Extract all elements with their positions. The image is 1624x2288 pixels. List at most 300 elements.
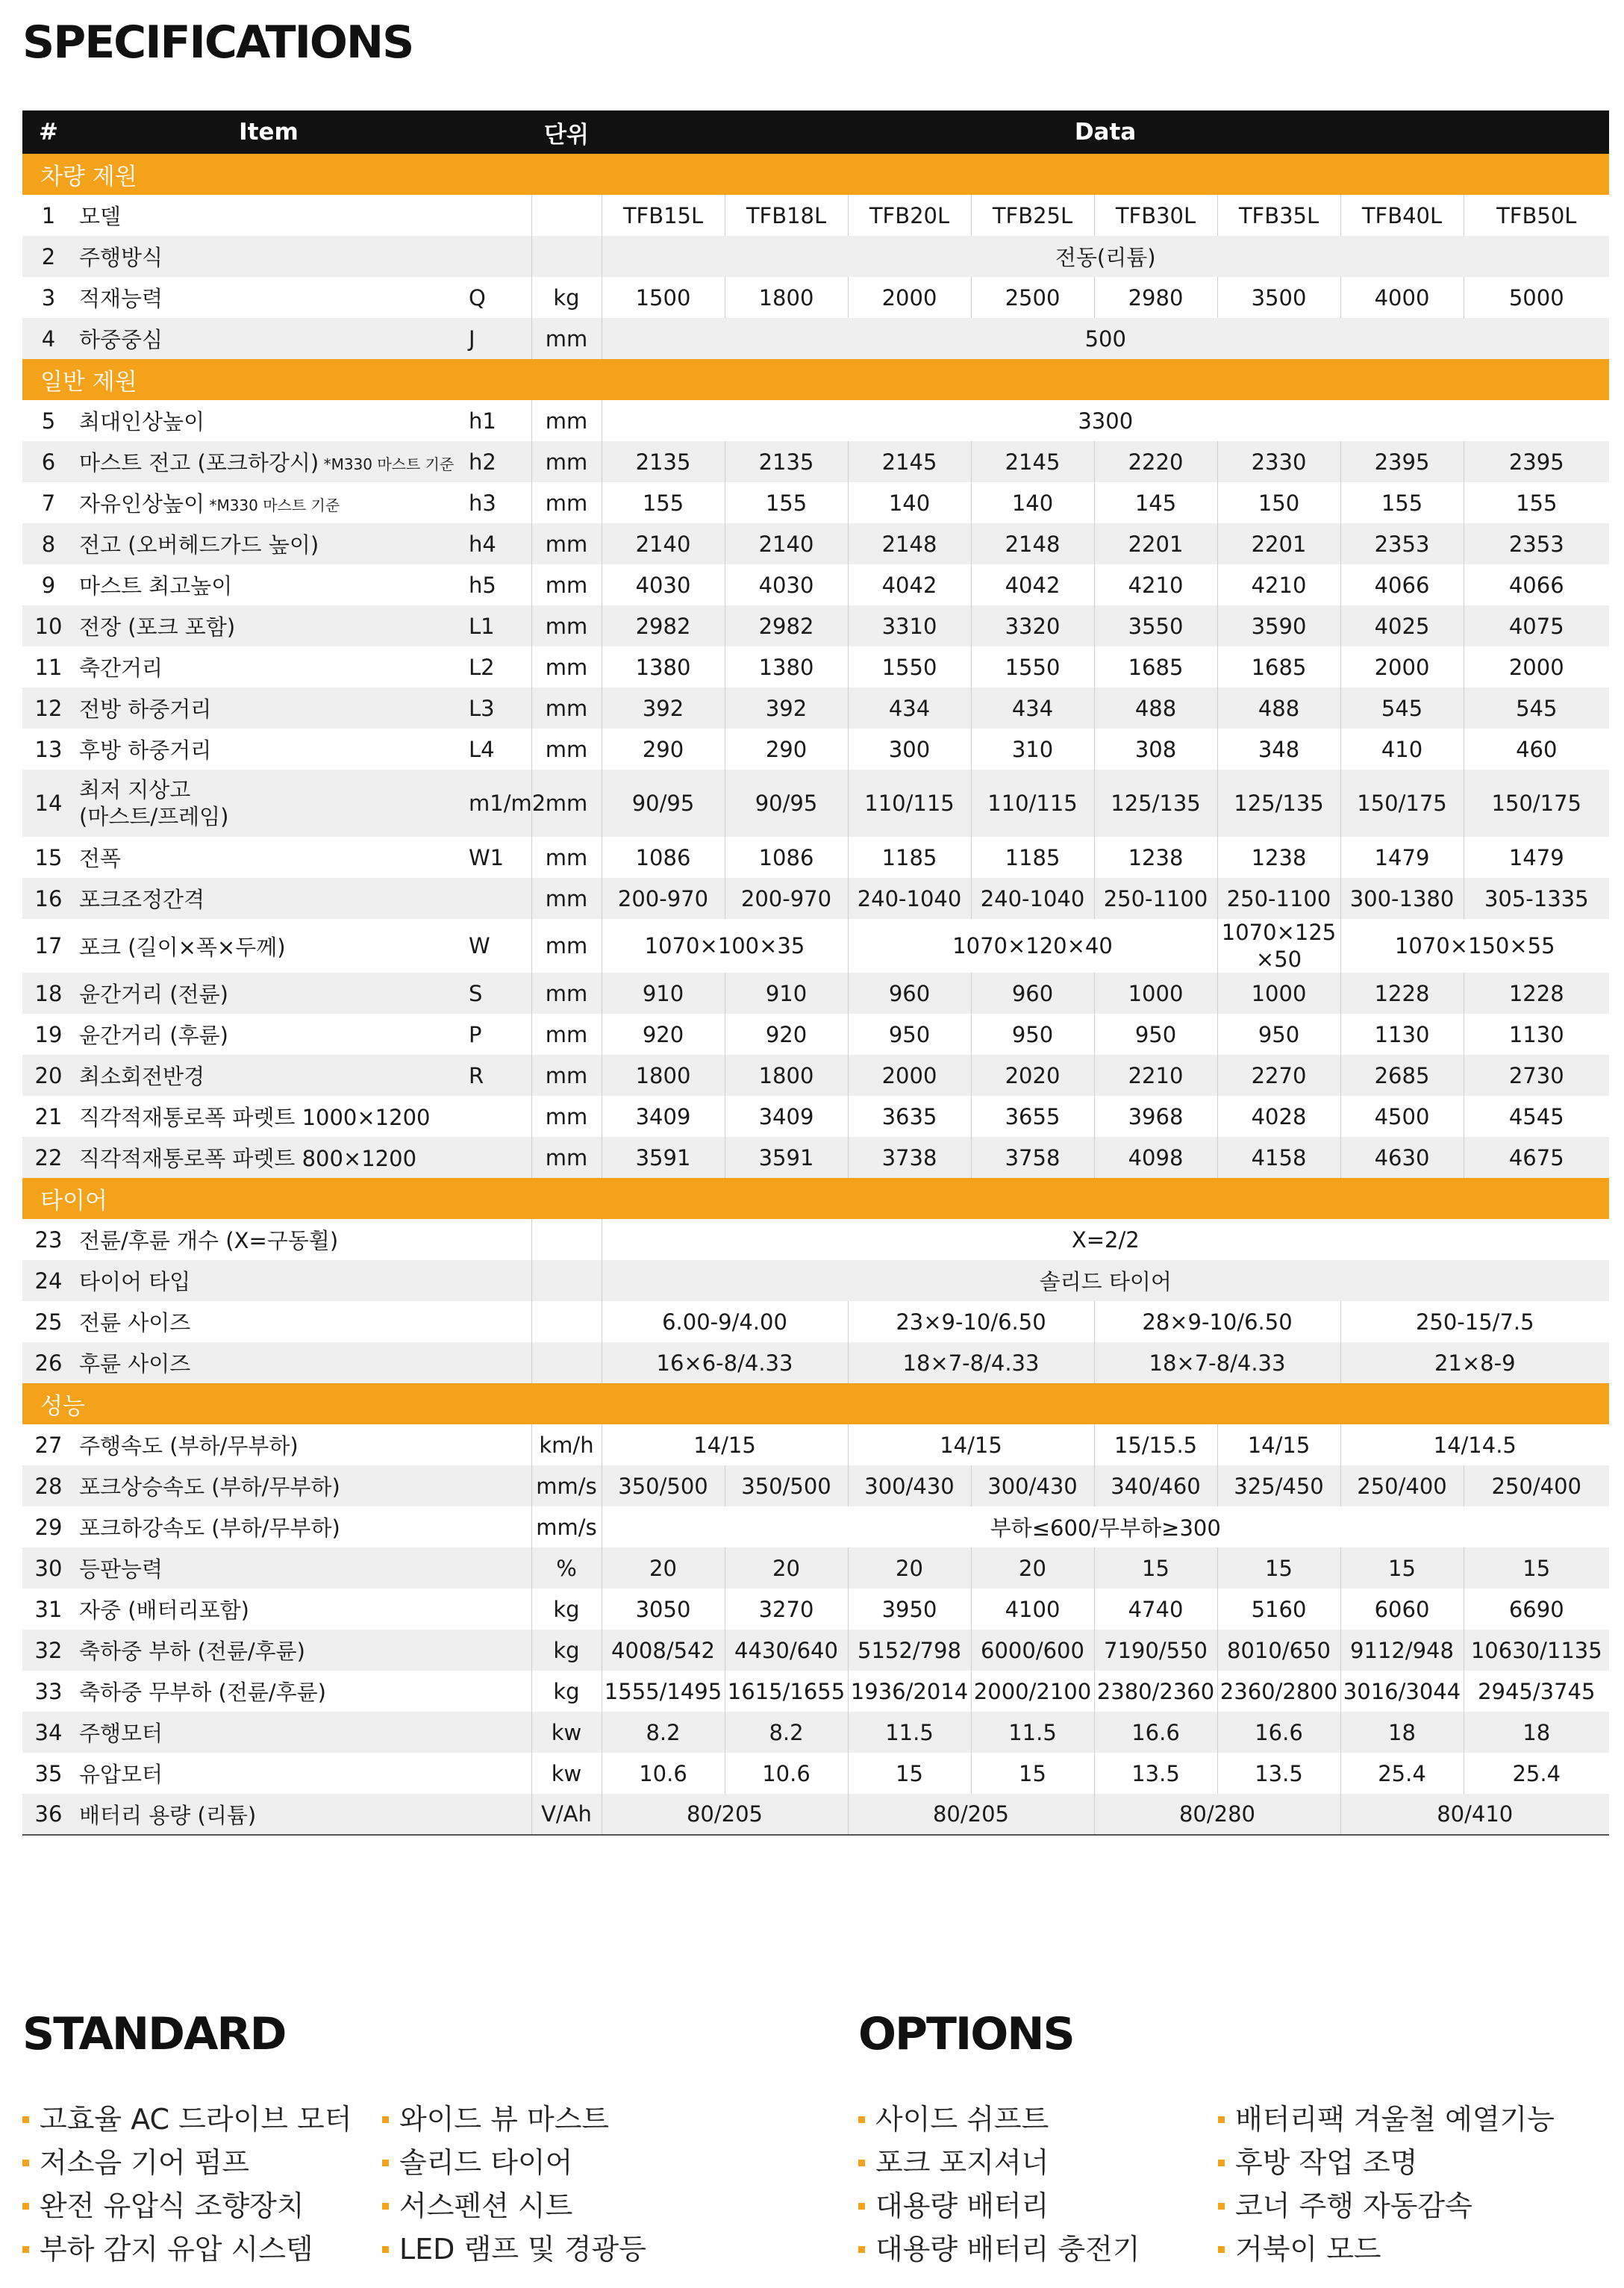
row-item-label: 축간거리 <box>79 655 163 681</box>
data-cell: 2000 <box>1464 646 1609 688</box>
row-item <box>75 1794 463 1835</box>
bullet-icon <box>858 2203 865 2210</box>
row-unit: km/h <box>531 1424 602 1465</box>
bullet-icon <box>1218 2246 1225 2253</box>
data-cell: TFB35L <box>1217 195 1340 236</box>
category-row <box>22 154 1609 195</box>
bullet-icon <box>1218 2116 1225 2123</box>
table-row <box>22 1424 1609 1465</box>
row-unit: mm <box>531 318 602 359</box>
row-item-label: 전폭 <box>79 846 122 871</box>
feature-label: 포크 포지셔너 <box>875 2146 1049 2179</box>
feature-label: 저소음 기어 펌프 <box>40 2146 250 2179</box>
data-cell: 1000 <box>1217 973 1340 1014</box>
bullet-icon <box>1218 2160 1225 2166</box>
row-unit: % <box>531 1547 602 1589</box>
row-unit: kg <box>531 1589 602 1630</box>
row-item-label: 적재능력 <box>79 286 163 311</box>
row-item <box>75 973 463 1014</box>
data-cell: 2360/2800 <box>1217 1671 1340 1712</box>
data-cell: 305-1335 <box>1464 878 1609 919</box>
data-cell: 1500 <box>635 284 691 311</box>
data-cell: 5152/798 <box>848 1630 971 1671</box>
data-cell: 125/135 <box>1217 770 1340 837</box>
data-cell: 10.6 <box>725 1753 848 1794</box>
category-row <box>22 359 1609 400</box>
data-cell: 14/15 <box>848 1424 1094 1465</box>
row-item <box>75 605 463 646</box>
options-list-2 <box>1218 2098 1555 2271</box>
data-cell: 125/135 <box>1094 770 1217 837</box>
data-cell: 3590 <box>1217 605 1340 646</box>
row-number: 4 <box>41 325 56 352</box>
data-cell: 308 <box>1094 729 1217 770</box>
row-item <box>75 400 463 441</box>
data-cell: 25.4 <box>1340 1753 1464 1794</box>
data-cell: 3758 <box>971 1137 1094 1178</box>
row-item-label: 주행방식 <box>79 245 163 270</box>
row-number: 28 <box>34 1473 63 1499</box>
row-number: 16 <box>34 885 63 911</box>
data-cell: 3591 <box>725 1137 848 1178</box>
row-item-label: 축하중 무부하 (전륜/후륜) <box>79 1680 326 1705</box>
data-cell: 18 <box>1464 1712 1609 1753</box>
data-cell: 1238 <box>1094 837 1217 878</box>
data-cell: 3591 <box>635 1144 691 1171</box>
data-cell: 1130 <box>1464 1014 1609 1055</box>
data-cell: 310 <box>971 729 1094 770</box>
data-cell: 350/500 <box>618 1473 708 1499</box>
table-row <box>22 1096 1609 1137</box>
row-number: 12 <box>34 695 63 721</box>
data-cell: 488 <box>1217 688 1340 729</box>
data-cell: 4545 <box>1464 1096 1609 1137</box>
data-cell: 155 <box>725 482 848 523</box>
row-number: 15 <box>34 844 63 870</box>
row-symbol: h3 <box>469 490 496 516</box>
row-item <box>75 1547 463 1589</box>
data-cell: 1555/1495 <box>604 1678 722 1704</box>
data-cell: 250-15/7.5 <box>1340 1301 1609 1342</box>
data-cell: 3968 <box>1094 1096 1217 1137</box>
row-unit: mm <box>531 878 602 919</box>
row-number: 14 <box>34 791 63 816</box>
row-symbol <box>463 195 531 236</box>
data-cell: 1228 <box>1464 973 1609 1014</box>
data-cell: 1479 <box>1464 837 1609 878</box>
data-cell: 80/205 <box>848 1794 1094 1835</box>
row-item-label: 후방 하중거리 <box>79 738 212 763</box>
table-row <box>22 837 1609 878</box>
row-number: 11 <box>34 654 63 680</box>
row-unit: kg <box>531 1630 602 1671</box>
data-cell: 1479 <box>1340 837 1464 878</box>
data-cell: 18×7-8/4.33 <box>1094 1342 1340 1383</box>
data-cell: 155 <box>642 490 684 516</box>
data-cell: 9112/948 <box>1340 1630 1464 1671</box>
data-cell: 4000 <box>1340 277 1464 318</box>
row-item-label: 포크상승속도 (부하/무부하) <box>79 1474 340 1500</box>
row-unit: kw <box>531 1712 602 1753</box>
row-unit: mm <box>531 973 602 1014</box>
bullet-icon <box>858 2116 865 2123</box>
data-cell: 2201 <box>1217 523 1340 564</box>
data-cell: 910 <box>725 973 848 1014</box>
row-number: 31 <box>34 1596 63 1622</box>
row-unit: mm <box>531 919 602 973</box>
row-item <box>75 1424 463 1465</box>
data-cell: 300 <box>848 729 971 770</box>
data-cell: 15 <box>1217 1547 1340 1589</box>
data-cell: 960 <box>971 973 1094 1014</box>
row-number: 20 <box>34 1062 63 1088</box>
table-row <box>22 1260 1609 1301</box>
standard-list-1 <box>22 2098 352 2271</box>
data-cell: 5160 <box>1217 1589 1340 1630</box>
feature-item <box>22 2184 352 2228</box>
data-cell: 18 <box>1340 1712 1464 1753</box>
data-cell: 3655 <box>971 1096 1094 1137</box>
row-item-label: 모델 <box>79 204 122 229</box>
data-cell: TFB20L <box>848 195 971 236</box>
row-item <box>75 1465 463 1506</box>
data-cell: 2201 <box>1094 523 1217 564</box>
data-cell: 1685 <box>1217 646 1340 688</box>
data-cell: 2148 <box>971 523 1094 564</box>
data-cell: 545 <box>1340 688 1464 729</box>
row-number: 29 <box>34 1514 63 1540</box>
row-number: 23 <box>34 1226 63 1253</box>
data-cell: 10.6 <box>639 1760 687 1786</box>
row-symbol <box>463 878 531 919</box>
data-cell: 4042 <box>848 564 971 605</box>
category-label: 일반 제원 <box>40 369 137 396</box>
row-number: 18 <box>34 980 63 1006</box>
row-number: 30 <box>34 1555 63 1581</box>
row-item <box>75 277 463 318</box>
table-row <box>22 1547 1609 1589</box>
row-unit: mm <box>531 837 602 878</box>
bullet-icon <box>1218 2203 1225 2210</box>
data-cell: 5000 <box>1464 277 1609 318</box>
data-cell: 200-970 <box>617 885 709 911</box>
row-item <box>75 564 463 605</box>
data-cell: 3300 <box>1078 408 1134 434</box>
data-cell: 2980 <box>1094 277 1217 318</box>
data-cell: 434 <box>848 688 971 729</box>
row-item-label: 주행속도 (부하/무부하) <box>79 1433 299 1459</box>
row-item-note: *M330 마스트 기준 <box>204 496 340 514</box>
data-cell: 110/115 <box>971 770 1094 837</box>
data-cell: 10630/1135 <box>1464 1630 1609 1671</box>
data-cell: 2330 <box>1217 441 1340 482</box>
row-unit: mm <box>531 482 602 523</box>
data-cell: 545 <box>1464 688 1609 729</box>
table-row <box>22 1301 1609 1342</box>
data-cell: 4210 <box>1094 564 1217 605</box>
data-cell: 4158 <box>1217 1137 1340 1178</box>
feature-label: 완전 유압식 조향장치 <box>40 2189 304 2222</box>
row-symbol <box>463 1547 531 1589</box>
data-cell: 80/280 <box>1094 1794 1340 1835</box>
data-cell: 2982 <box>725 605 848 646</box>
table-row <box>22 1014 1609 1055</box>
data-cell: 2145 <box>971 441 1094 482</box>
data-cell: 2210 <box>1094 1055 1217 1096</box>
data-cell: 1615/1655 <box>725 1671 848 1712</box>
row-symbol: h1 <box>469 408 496 434</box>
row-item <box>75 1342 463 1383</box>
row-item-label: 자유인상높이 <box>79 491 205 517</box>
table-row <box>22 919 1609 973</box>
row-item-label: 등판능력 <box>79 1556 163 1582</box>
data-cell: 250/400 <box>1464 1465 1609 1506</box>
table-row <box>22 1589 1609 1630</box>
data-cell: TFB50L <box>1464 195 1609 236</box>
row-item-label: 윤간거리 (후륜) <box>79 1023 228 1048</box>
feature-label: 거북이 모드 <box>1235 2233 1381 2266</box>
data-cell: X=2/2 <box>1071 1226 1140 1253</box>
data-cell: 2270 <box>1217 1055 1340 1096</box>
data-cell: 1070×125 ×50 <box>1217 919 1340 973</box>
data-cell: 290 <box>642 736 684 762</box>
feature-item <box>382 2098 646 2141</box>
bullet-icon <box>382 2246 389 2253</box>
feature-label: 서스펜션 시트 <box>399 2189 573 2222</box>
data-cell: 1086 <box>635 844 691 870</box>
data-cell: 2353 <box>1464 523 1609 564</box>
row-unit: V/Ah <box>531 1794 602 1835</box>
row-item-label: 최대인상높이 <box>79 409 205 434</box>
data-cell: 150/175 <box>1340 770 1464 837</box>
table-row <box>22 236 1609 277</box>
data-cell: 250-1100 <box>1217 878 1340 919</box>
data-cell: 920 <box>725 1014 848 1055</box>
data-cell: 14/15 <box>693 1432 756 1458</box>
data-cell: 4008/542 <box>611 1637 715 1663</box>
data-cell: 2140 <box>635 531 691 557</box>
standard-list-2 <box>382 2098 646 2271</box>
table-row <box>22 646 1609 688</box>
row-item-label: 전륜 사이즈 <box>79 1310 191 1335</box>
data-cell: 348 <box>1217 729 1340 770</box>
data-cell: 8.2 <box>646 1719 681 1745</box>
row-symbol <box>463 1301 531 1342</box>
data-cell: 1380 <box>635 654 691 680</box>
specifications-table <box>22 110 1609 1836</box>
data-cell: 1800 <box>725 1055 848 1096</box>
row-item <box>75 1753 463 1794</box>
data-cell: 1800 <box>725 277 848 318</box>
data-cell: TFB30L <box>1094 195 1217 236</box>
data-cell: 6690 <box>1464 1589 1609 1630</box>
data-cell: 20 <box>649 1555 677 1581</box>
data-cell: 1070×100×35 <box>644 933 805 958</box>
data-cell: 3270 <box>725 1589 848 1630</box>
row-number: 1 <box>41 202 56 228</box>
row-item-label: 유압모터 <box>79 1762 163 1787</box>
data-cell: 434 <box>971 688 1094 729</box>
data-cell: 21×8-9 <box>1340 1342 1609 1383</box>
table-row <box>22 729 1609 770</box>
data-cell: 7190/550 <box>1094 1630 1217 1671</box>
table-header-row <box>22 110 1609 154</box>
data-cell: 488 <box>1094 688 1217 729</box>
data-cell: 11.5 <box>848 1712 971 1753</box>
data-cell: 18×7-8/4.33 <box>848 1342 1094 1383</box>
row-item <box>75 1506 463 1547</box>
row-item <box>75 729 463 770</box>
data-cell: 11.5 <box>971 1712 1094 1753</box>
row-item-note: *M330 마스트 기준 <box>319 455 455 473</box>
data-cell: 23×9-10/6.50 <box>848 1301 1094 1342</box>
table-row <box>22 523 1609 564</box>
table-row <box>22 195 1609 236</box>
data-cell: 4430/640 <box>725 1630 848 1671</box>
row-number: 8 <box>41 531 56 557</box>
feature-label: 후방 작업 조명 <box>1235 2146 1418 2179</box>
data-cell: 2145 <box>848 441 971 482</box>
data-cell: TFB18L <box>725 195 848 236</box>
data-cell: 2020 <box>971 1055 1094 1096</box>
row-unit: mm <box>531 646 602 688</box>
feature-label: 와이드 뷰 마스트 <box>399 2103 610 2136</box>
row-unit: mm <box>531 564 602 605</box>
data-cell: 300/430 <box>971 1465 1094 1506</box>
table-row <box>22 1506 1609 1547</box>
table-row <box>22 770 1609 837</box>
data-cell: 392 <box>642 695 684 721</box>
table-row <box>22 1055 1609 1096</box>
data-cell: 2730 <box>1464 1055 1609 1096</box>
row-number: 19 <box>34 1021 63 1047</box>
data-cell: TFB40L <box>1340 195 1464 236</box>
data-cell: 1238 <box>1217 837 1340 878</box>
table-row <box>22 878 1609 919</box>
row-unit: kw <box>531 1753 602 1794</box>
category-label: 성능 <box>40 1393 85 1420</box>
data-cell: 14/15 <box>1217 1424 1340 1465</box>
specifications-title: SPECIFICATIONS <box>22 16 413 69</box>
data-cell: 16.6 <box>1217 1712 1340 1753</box>
data-cell: 2945/3745 <box>1464 1671 1609 1712</box>
row-unit: mm <box>531 605 602 646</box>
feature-label: 대용량 배터리 충전기 <box>875 2233 1140 2266</box>
data-cell: 460 <box>1464 729 1609 770</box>
data-cell: 20 <box>971 1547 1094 1589</box>
data-cell: 4030 <box>635 572 691 598</box>
row-item-label: 포크하강속도 (부하/무부하) <box>79 1515 340 1541</box>
table-row <box>22 564 1609 605</box>
feature-item <box>1218 2228 1555 2271</box>
table-row <box>22 482 1609 523</box>
feature-label: LED 램프 및 경광등 <box>399 2233 646 2266</box>
feature-item <box>858 2141 1140 2184</box>
data-cell: 8.2 <box>725 1712 848 1753</box>
row-number: 6 <box>41 449 56 475</box>
header-number: # <box>39 119 58 146</box>
row-item <box>75 688 463 729</box>
data-cell: 80/205 <box>686 1801 763 1827</box>
row-item-label: 직각적재통로폭 파렛트 800×1200 <box>79 1146 417 1171</box>
data-cell: 13.5 <box>1217 1753 1340 1794</box>
row-item-label: 포크 (길이×폭×두께) <box>79 934 286 960</box>
row-number: 21 <box>34 1103 63 1129</box>
row-symbol: h5 <box>469 572 496 598</box>
row-symbol: L3 <box>469 695 495 721</box>
row-item <box>75 646 463 688</box>
row-number: 7 <box>41 490 56 516</box>
data-cell: 4042 <box>971 564 1094 605</box>
row-item <box>75 523 463 564</box>
data-cell: 392 <box>725 688 848 729</box>
row-item <box>75 1671 463 1712</box>
row-number: 13 <box>34 736 63 762</box>
row-symbol: L4 <box>469 736 495 762</box>
data-cell: 300/430 <box>848 1465 971 1506</box>
category-label: 차량 제원 <box>40 163 137 190</box>
row-number: 5 <box>41 408 56 434</box>
data-cell: 16.6 <box>1094 1712 1217 1753</box>
data-cell: 140 <box>848 482 971 523</box>
row-symbol <box>463 1589 531 1630</box>
table-row <box>22 688 1609 729</box>
table-row <box>22 1342 1609 1383</box>
data-cell: 155 <box>1464 482 1609 523</box>
row-number: 27 <box>34 1432 63 1458</box>
row-item-label: 자중 (배터리포함) <box>79 1597 249 1623</box>
data-cell: 15 <box>848 1753 971 1794</box>
row-symbol <box>463 1424 531 1465</box>
row-item <box>75 1712 463 1753</box>
row-unit: mm <box>531 688 602 729</box>
table-row <box>22 318 1609 359</box>
feature-item <box>858 2184 1140 2228</box>
table-row <box>22 1465 1609 1506</box>
data-cell: 200-970 <box>725 878 848 919</box>
row-unit: mm <box>531 1055 602 1096</box>
data-cell: 920 <box>642 1021 684 1047</box>
data-cell: 2220 <box>1094 441 1217 482</box>
data-cell: 3320 <box>971 605 1094 646</box>
data-cell: 250/400 <box>1340 1465 1464 1506</box>
table-row <box>22 277 1609 318</box>
data-cell: 20 <box>725 1547 848 1589</box>
data-cell: 2685 <box>1340 1055 1464 1096</box>
row-number: 2 <box>41 243 56 269</box>
data-cell: 150 <box>1217 482 1340 523</box>
data-cell: 240-1040 <box>848 878 971 919</box>
row-symbol <box>463 1219 531 1260</box>
data-cell: 140 <box>971 482 1094 523</box>
bullet-icon <box>858 2246 865 2253</box>
data-cell: 1185 <box>848 837 971 878</box>
data-cell: 8010/650 <box>1217 1630 1340 1671</box>
data-cell: 4066 <box>1464 564 1609 605</box>
table-body <box>22 154 1609 1835</box>
data-cell: 1550 <box>971 646 1094 688</box>
row-symbol <box>463 1753 531 1794</box>
row-item-label: 배터리 용량 (리튬) <box>79 1802 257 1828</box>
category-row <box>22 1178 1609 1219</box>
data-cell: 4740 <box>1094 1589 1217 1630</box>
data-cell: 4630 <box>1340 1137 1464 1178</box>
options-title: OPTIONS <box>858 2008 1074 2060</box>
data-cell: 14/14.5 <box>1340 1424 1609 1465</box>
row-item-label: 마스트 전고 (포크하강시) <box>79 450 319 476</box>
row-item <box>75 878 463 919</box>
row-unit: mm/s <box>531 1465 602 1506</box>
